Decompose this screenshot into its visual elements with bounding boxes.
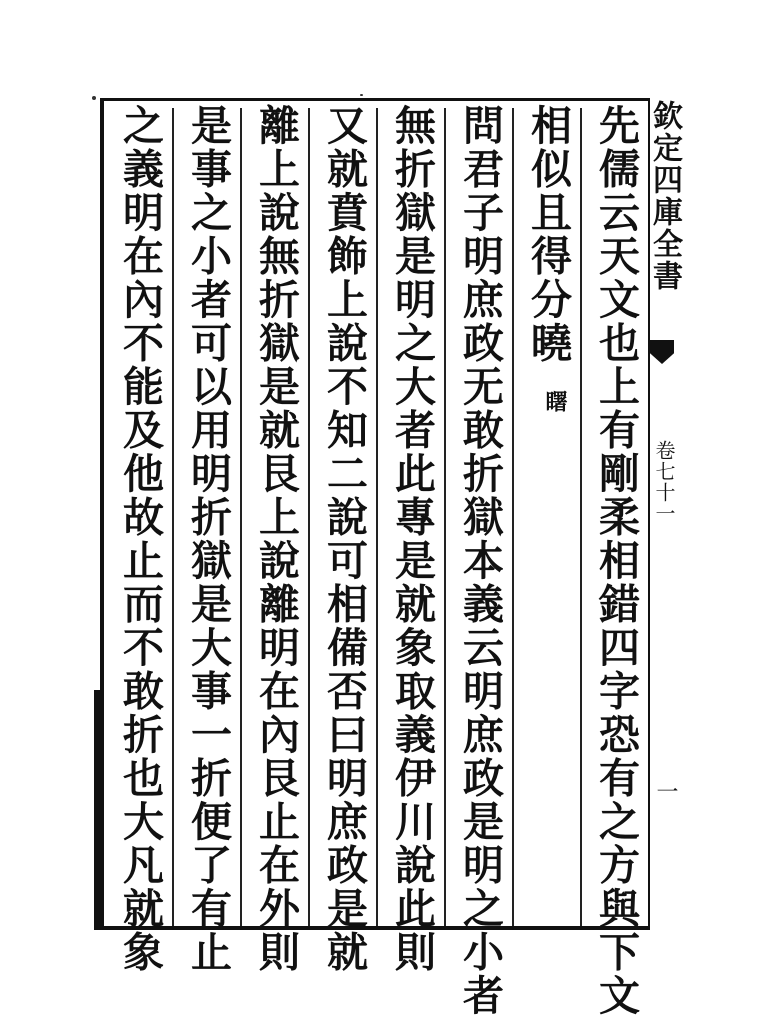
book-title: 欽定四庫全書: [647, 100, 682, 292]
page-border-left-thick: [94, 690, 100, 930]
column-rule: [172, 108, 174, 926]
column-rule: [444, 108, 446, 926]
text-column-8: 之義明在內不能及他故止而不敢折也大凡就象: [116, 104, 164, 974]
scan-speck: [92, 96, 96, 100]
page-number: 一: [653, 780, 678, 802]
column-rule: [580, 108, 582, 926]
text-column-2: 相似且得分曉: [524, 104, 572, 365]
text-column-1: 先儒云天文也上有剛柔相錯四字恐有之方與下文: [592, 104, 640, 1018]
text-column-4: 無折獄是明之大者此專是就象取義伊川說此則: [388, 104, 436, 974]
column-rule: [512, 108, 514, 926]
scan-speck: [360, 94, 363, 96]
text-column-7: 是事之小者可以用明折獄是大事一折便了有止: [184, 104, 232, 974]
text-column-5: 又就賁飾上說不知二說可相備否曰明庶政是就: [320, 104, 368, 974]
text-column-6: 離上說無折獄是就艮上說離明在內艮止在外則: [252, 104, 300, 974]
text-column-3: 問君子明庶政无敢折獄本義云明庶政是明之小者: [456, 104, 504, 1018]
juan-label: 卷七十一: [652, 440, 676, 524]
column-rule: [240, 108, 242, 926]
column-rule: [376, 108, 378, 926]
column-rule: [308, 108, 310, 926]
annotation-note: 𥌓: [542, 390, 568, 412]
